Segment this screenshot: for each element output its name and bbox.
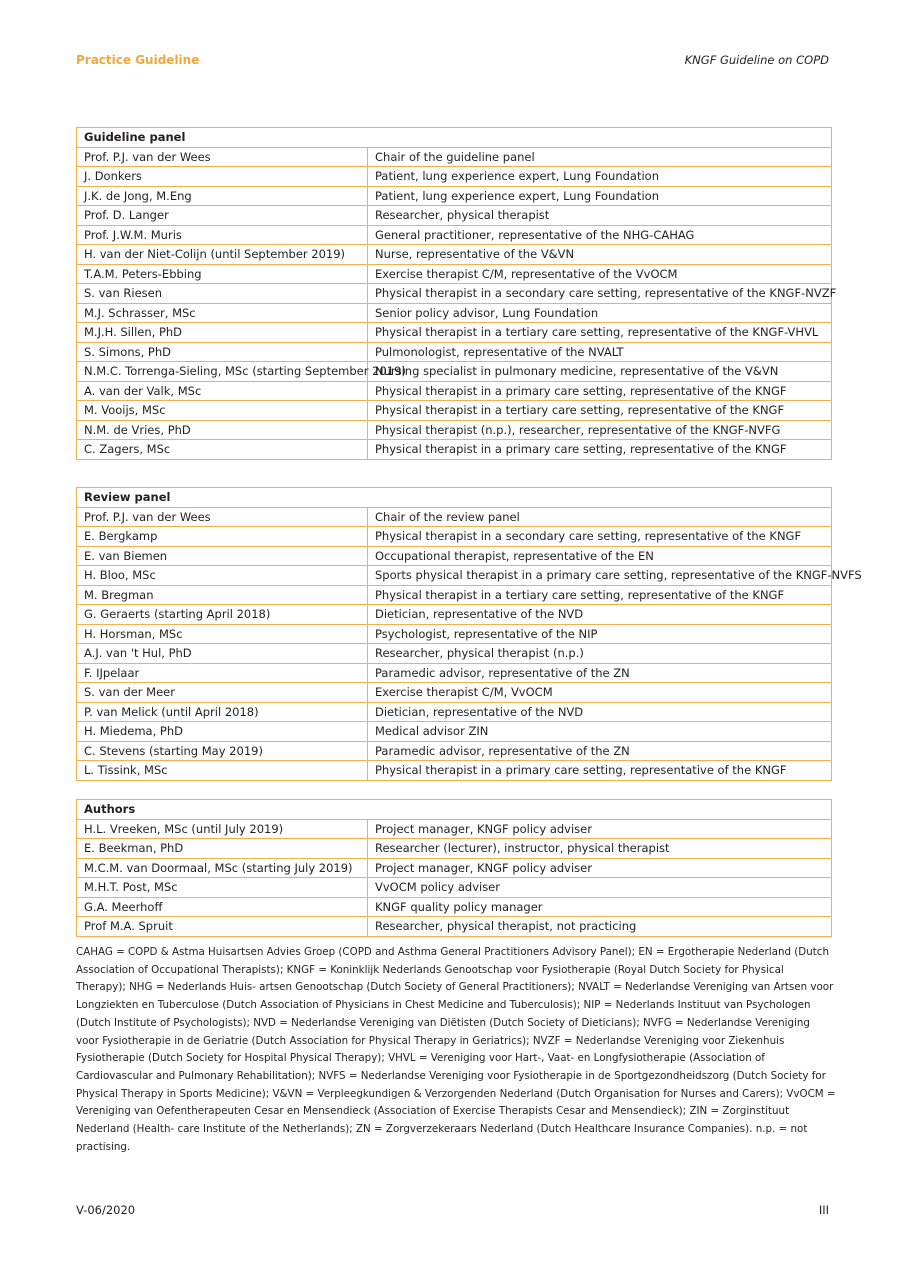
running-header-section: Practice Guideline [76, 53, 200, 67]
table-row [77, 245, 832, 265]
table-row [77, 507, 832, 527]
table-row [77, 186, 832, 206]
member-role-cell: Paramedic advisor, representative of the ZN [368, 741, 832, 761]
member-name-cell: A.J. van 't Hul, PhD [77, 644, 368, 664]
member-role-cell: Project manager, KNGF policy adviser [368, 819, 832, 839]
table-row [77, 585, 832, 605]
member-role-cell: Chair of the guideline panel [368, 147, 832, 167]
table-row [77, 546, 832, 566]
table-row [77, 702, 832, 722]
member-role-cell: KNGF quality policy manager [368, 897, 832, 917]
member-name-cell: Prof. P.J. van der Wees [77, 147, 368, 167]
member-name-cell: J. Donkers [77, 167, 368, 187]
table-row [77, 878, 832, 898]
member-name-cell: H. Miedema, PhD [77, 722, 368, 742]
member-name-cell: E. van Biemen [77, 546, 368, 566]
member-name-cell: E. Bergkamp [77, 527, 368, 547]
table-row [77, 527, 832, 547]
table-row [77, 897, 832, 917]
table-row [77, 761, 832, 781]
table-row [77, 342, 832, 362]
member-name-cell: M.C.M. van Doormaal, MSc (starting July 2019) [77, 858, 368, 878]
table-row [77, 264, 832, 284]
member-name-cell: M.H.T. Post, MSc [77, 878, 368, 898]
table-row [77, 362, 832, 382]
member-role-cell: Physical therapist in a tertiary care setting, representative of the KNGF [368, 585, 832, 605]
table-row [77, 566, 832, 586]
table-row [77, 381, 832, 401]
member-role-cell: Physical therapist in a tertiary care setting, representative of the KNGF [368, 401, 832, 421]
table-row [77, 440, 832, 460]
member-role-cell: Researcher, physical therapist [368, 206, 832, 226]
member-role-cell: Physical therapist (n.p.), researcher, representative of the KNGF-NVFG [368, 420, 832, 440]
member-role-cell: Sports physical therapist in a primary care setting, representative of the KNGF-NVFS [368, 566, 832, 586]
table-title: Review panel [77, 488, 832, 508]
member-role-cell: Physical therapist in a tertiary care setting, representative of the KNGF-VHVL [368, 323, 832, 343]
table-row [77, 663, 832, 683]
member-role-cell: Nursing specialist in pulmonary medicine, representative of the V&VN [368, 362, 832, 382]
table-title: Authors [77, 800, 832, 820]
table-row [77, 722, 832, 742]
guideline-panel-table [76, 127, 837, 460]
member-name-cell: J.K. de Jong, M.Eng [77, 186, 368, 206]
member-role-cell: Occupational therapist, representative of the EN [368, 546, 832, 566]
table-row [77, 644, 832, 664]
table-row [77, 147, 832, 167]
table-row [77, 624, 832, 644]
member-name-cell: A. van der Valk, MSc [77, 381, 368, 401]
member-role-cell: Psychologist, representative of the NIP [368, 624, 832, 644]
table-row [77, 917, 832, 937]
member-role-cell: Researcher, physical therapist, not practicing [368, 917, 832, 937]
member-name-cell: L. Tissink, MSc [77, 761, 368, 781]
member-role-cell: Physical therapist in a primary care setting, representative of the KNGF [368, 440, 832, 460]
member-role-cell: Medical advisor ZIN [368, 722, 832, 742]
review-panel-table [76, 487, 862, 781]
table-row [77, 323, 832, 343]
member-name-cell: M.J.H. Sillen, PhD [77, 323, 368, 343]
page-number: III [818, 1203, 829, 1217]
table-row [77, 683, 832, 703]
table-row [77, 284, 832, 304]
member-name-cell: S. van Riesen [77, 284, 368, 304]
member-role-cell: Physical therapist in a secondary care setting, representative of the KNGF [368, 527, 832, 547]
member-name-cell: P. van Melick (until April 2018) [77, 702, 368, 722]
member-role-cell: Patient, lung experience expert, Lung Foundation [368, 167, 832, 187]
member-role-cell: Researcher (lecturer), instructor, physical therapist [368, 839, 832, 859]
member-role-cell: Exercise therapist C/M, VvOCM [368, 683, 832, 703]
member-name-cell: H. Bloo, MSc [77, 566, 368, 586]
member-name-cell: M. Bregman [77, 585, 368, 605]
member-role-cell: Dietician, representative of the NVD [368, 702, 832, 722]
table-row [77, 605, 832, 625]
member-name-cell: C. Zagers, MSc [77, 440, 368, 460]
table-row [77, 167, 832, 187]
abbreviations-legend: CAHAG = COPD & Astma Huisartsen Advies Groep (COPD and Asthma General Practitioners Advisory Panel); EN = Ergotherapie Nederland (Dutch Association of Occupational Therapists); KNGF = Koninklijk Nederlands Genootschap voor Fysiotherapie (Royal Dutch Society for Physical Therapy); NHG = Nederlands Huis- artsen Genootschap (Dutch Society of General Practitioners); NVALT = Nederlandse Vereniging van Artsen voor Longziekten en Tuberculose (Dutch Association of Physicians in Chest Medicine and Tuberculosis); NIP = Nederlands Instituut van Psychologen (Dutch Institute of Psychologists); NVD = Nederlandse Vereniging van Diëtisten (Dutch Society of Dieticians); NVFG = Nederlandse Vereniging voor Fysiotherapie in de Geriatrie (Dutch Association for Physical Therapy in Geriatrics); NVZF = Nederlandse Vereniging voor Ziekenhuis Fysiotherapie (Dutch Society for Hospital Physical Therapy); VHVL = Vereniging voor Hart-, Vaat- en Longfysiotherapie (Association of Cardiovascular and Pulmonary Rehabilitation); NVFS = Nederlandse Vereniging voor Fysiotherapie in de Sportgezondheidszorg (Dutch Society for Physical Therapy in Sports Medicine); V&VN = Verpleegkundigen & Verzorgenden Nederland (Dutch Organisation for Nurses and Carers); VvOCM = Vereniging van Oefentherapeuten Cesar en Mensendieck (Association of Exercise Therapists Cesar and Mensendieck); ZIN = Zorginstituut Nederland (Health- care Institute of the Netherlands); ZN = Zorgverzekeraars Nederland (Dutch Healthcare Insurance Companies). n.p. = not practising. [76, 946, 836, 1153]
member-name-cell: F. IJpelaar [77, 663, 368, 683]
member-role-cell: Patient, lung experience expert, Lung Foundation [368, 186, 832, 206]
member-role-cell: Dietician, representative of the NVD [368, 605, 832, 625]
member-name-cell: C. Stevens (starting May 2019) [77, 741, 368, 761]
version-label: V-06/2020 [76, 1203, 136, 1217]
member-name-cell: H. Horsman, MSc [77, 624, 368, 644]
table-title: Guideline panel [77, 128, 832, 148]
table-row [77, 420, 832, 440]
table-row [77, 225, 832, 245]
member-role-cell: General practitioner, representative of the NHG-CAHAG [368, 225, 832, 245]
member-name-cell: Prof. D. Langer [77, 206, 368, 226]
member-role-cell: Chair of the review panel [368, 507, 832, 527]
member-name-cell: E. Beekman, PhD [77, 839, 368, 859]
member-name-cell: Prof. P.J. van der Wees [77, 507, 368, 527]
running-header-title: KNGF Guideline on COPD [684, 53, 829, 67]
member-role-cell: Paramedic advisor, representative of the ZN [368, 663, 832, 683]
authors-table [76, 799, 832, 937]
member-name-cell: H. van der Niet-Colijn (until September 2019) [77, 245, 368, 265]
member-role-cell: Exercise therapist C/M, representative of the VvOCM [368, 264, 832, 284]
member-name-cell: S. van der Meer [77, 683, 368, 703]
member-name-cell: Prof M.A. Spruit [77, 917, 368, 937]
member-role-cell: Researcher, physical therapist (n.p.) [368, 644, 832, 664]
member-role-cell: Project manager, KNGF policy adviser [368, 858, 832, 878]
member-name-cell: H.L. Vreeken, MSc (until July 2019) [77, 819, 368, 839]
member-name-cell: Prof. J.W.M. Muris [77, 225, 368, 245]
member-role-cell: VvOCM policy adviser [368, 878, 832, 898]
member-name-cell: M.J. Schrasser, MSc [77, 303, 368, 323]
member-name-cell: T.A.M. Peters-Ebbing [77, 264, 368, 284]
member-name-cell: N.M.C. Torrenga-Sieling, MSc (starting September 2019) [77, 362, 368, 382]
member-name-cell: M. Vooijs, MSc [77, 401, 368, 421]
member-name-cell: S. Simons, PhD [77, 342, 368, 362]
member-name-cell: G. Geraerts (starting April 2018) [77, 605, 368, 625]
member-role-cell: Physical therapist in a primary care setting, representative of the KNGF [368, 381, 832, 401]
member-role-cell: Pulmonologist, representative of the NVALT [368, 342, 832, 362]
table-row [77, 206, 832, 226]
table-row [77, 839, 832, 859]
table-row [77, 858, 832, 878]
table-row [77, 819, 832, 839]
member-role-cell: Nurse, representative of the V&VN [368, 245, 832, 265]
member-name-cell: G.A. Meerhoff [77, 897, 368, 917]
table-row [77, 303, 832, 323]
member-name-cell: N.M. de Vries, PhD [77, 420, 368, 440]
member-role-cell: Physical therapist in a primary care setting, representative of the KNGF [368, 761, 832, 781]
member-role-cell: Physical therapist in a secondary care setting, representative of the KNGF-NVZF [368, 284, 832, 304]
member-role-cell: Senior policy advisor, Lung Foundation [368, 303, 832, 323]
table-row [77, 741, 832, 761]
table-row [77, 401, 832, 421]
